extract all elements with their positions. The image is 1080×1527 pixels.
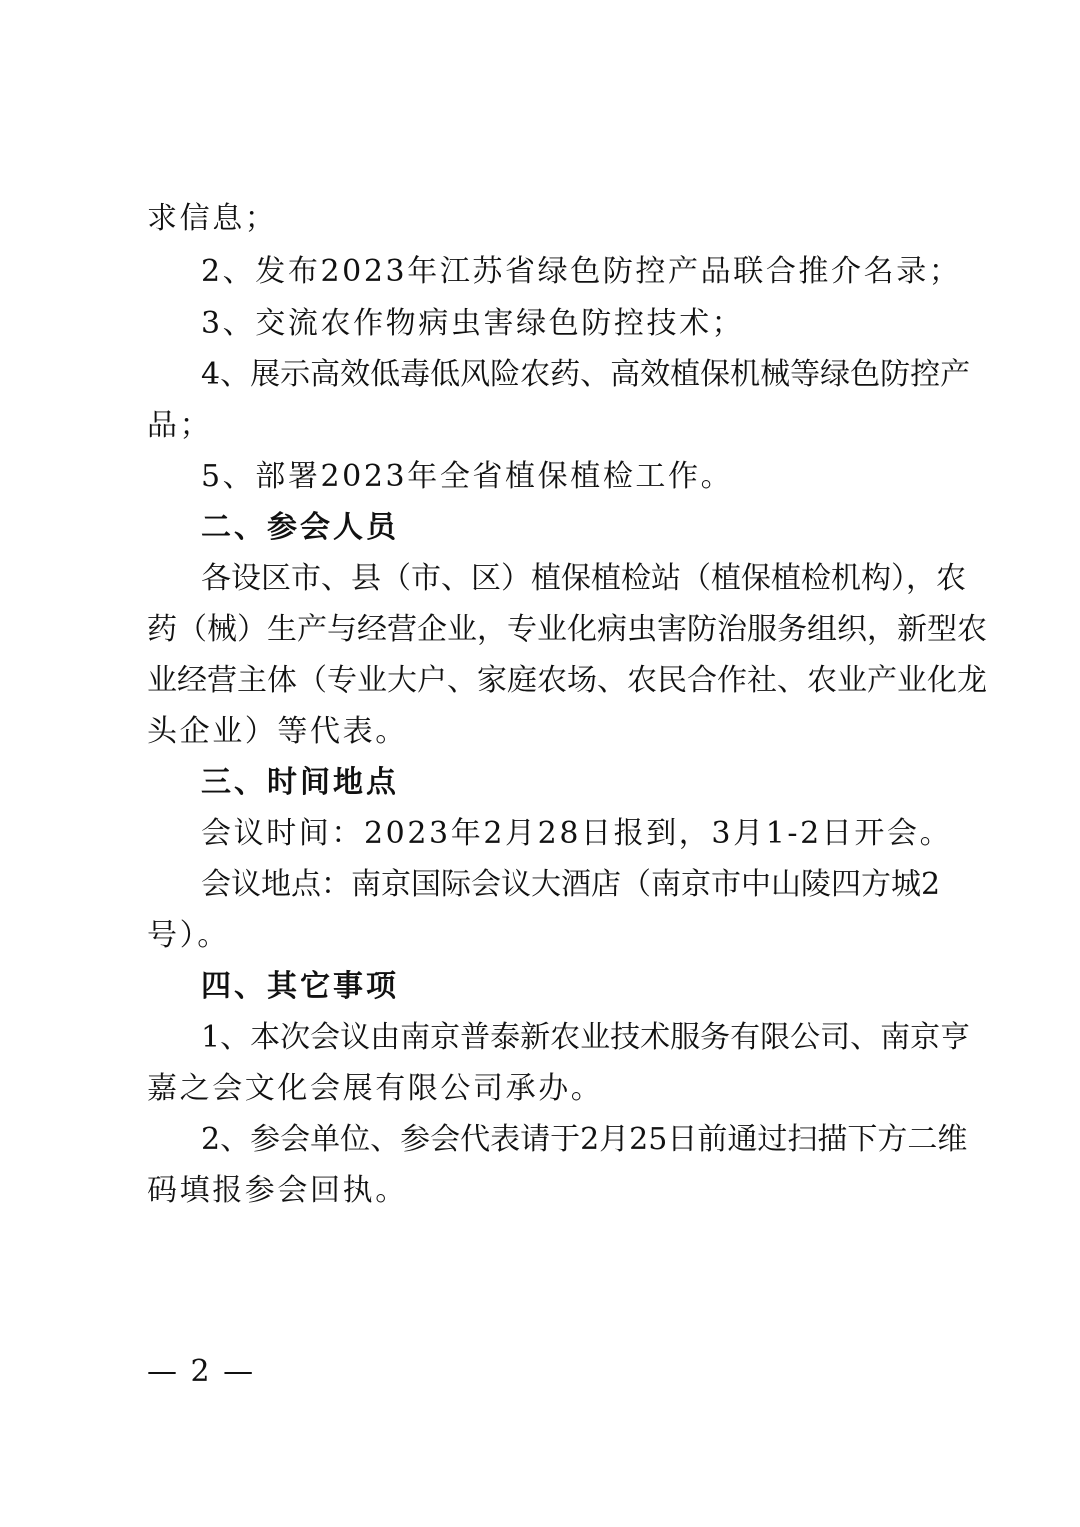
section-heading-time-place: 三、时间地点 bbox=[201, 765, 399, 800]
section-heading-other-matters: 四、其它事项 bbox=[201, 969, 399, 1004]
participants-text-line: 药（械）生产与经营企业，专业化病虫害防治服务组织，新型农 bbox=[147, 612, 987, 647]
agenda-item-2: 2、发布2023年江苏省绿色防控产品联合推介名录； bbox=[201, 254, 962, 289]
agenda-item-3: 3、交流农作物病虫害绿色防控技术； bbox=[201, 306, 745, 341]
paragraph-line: 品； bbox=[147, 408, 213, 443]
meeting-venue: 会议地点：南京国际会议大酒店（南京市中山陵四方城2 bbox=[201, 867, 941, 902]
participants-text-line: 业经营主体（专业大户、家庭农场、农民合作社、农业产业化龙 bbox=[147, 663, 987, 698]
participants-text-line: 头企业）等代表。 bbox=[147, 714, 408, 749]
other-item-2-continued: 码填报参会回执。 bbox=[147, 1173, 408, 1208]
other-item-1-continued: 嘉之会文化会展有限公司承办。 bbox=[147, 1071, 604, 1106]
meeting-time: 会议时间：2023年2月28日报到，3月1-2日开会。 bbox=[201, 816, 953, 851]
participants-text-line: 各设区市、县（市、区）植保植检站（植保植检机构），农 bbox=[201, 561, 966, 596]
other-item-2: 2、参会单位、参会代表请于2月25日前通过扫描下方二维 bbox=[201, 1122, 968, 1157]
agenda-item-4: 4、展示高效低毒低风险农药、高效植保机械等绿色防控产 bbox=[201, 357, 971, 392]
section-heading-participants: 二、参会人员 bbox=[201, 510, 399, 545]
page-number: — 2 — bbox=[147, 1354, 256, 1389]
paragraph-line: 求信息； bbox=[147, 201, 278, 236]
other-item-1: 1、本次会议由南京普泰新农业技术服务有限公司、南京亨 bbox=[201, 1020, 971, 1055]
agenda-item-5: 5、部署2023年全省植保植检工作。 bbox=[201, 459, 734, 494]
meeting-venue-continued: 号）。 bbox=[147, 918, 230, 953]
